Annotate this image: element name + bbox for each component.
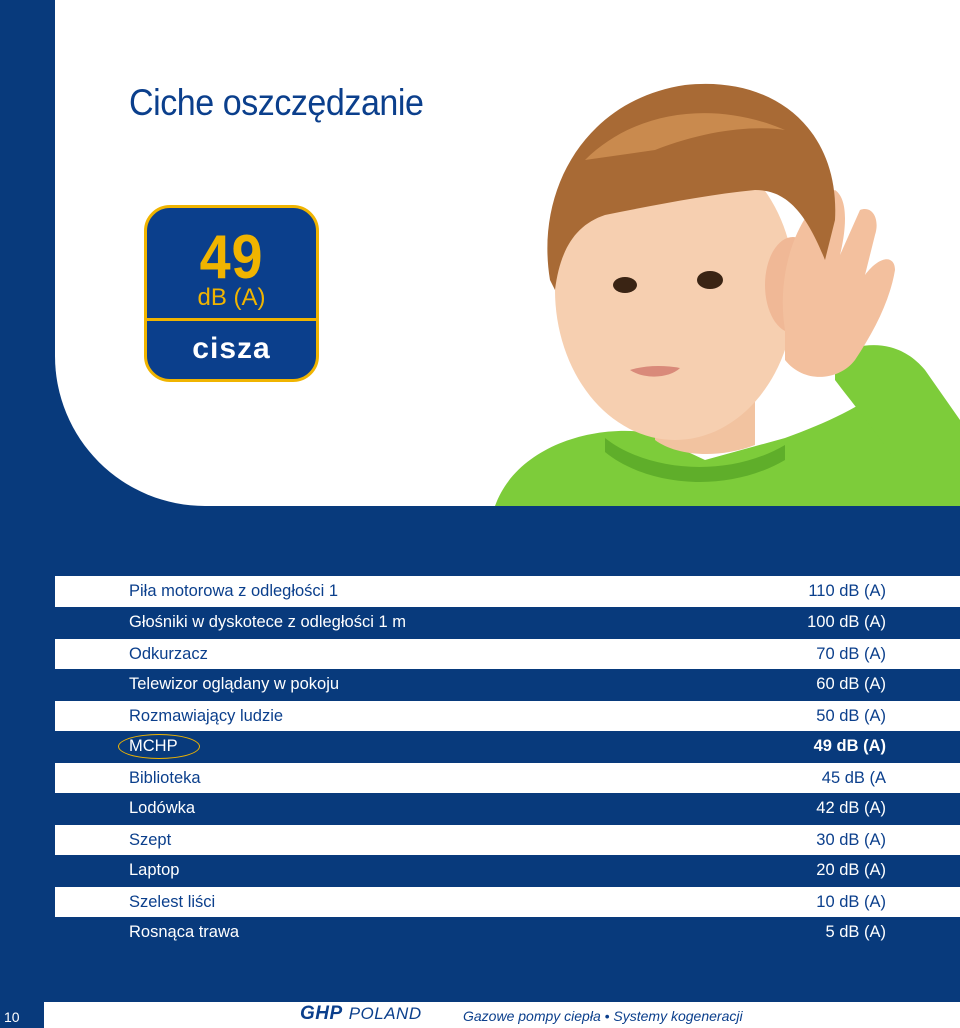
page-title: Ciche oszczędzanie <box>129 82 424 123</box>
row-value: 70 dB (A) <box>816 645 886 663</box>
row-value: 42 dB (A) <box>816 799 886 817</box>
row-label: MCHP <box>129 737 178 755</box>
brand-logo <box>300 1003 422 1025</box>
table-row <box>55 638 960 669</box>
row-label: Szept <box>129 831 172 849</box>
row-label: Rosnąca trawa <box>129 923 240 941</box>
row-value: 60 dB (A) <box>816 675 886 693</box>
row-label: Głośniki w dyskotece z odległości 1 m <box>129 613 406 631</box>
row-label: Laptop <box>129 861 180 879</box>
table-row <box>55 669 960 700</box>
table-row <box>55 886 960 917</box>
table-row <box>55 700 960 731</box>
row-value: 100 dB (A) <box>807 613 886 631</box>
noise-levels-table <box>55 576 960 948</box>
row-label: Biblioteka <box>129 769 201 787</box>
table-row <box>55 824 960 855</box>
eye-right <box>697 271 723 289</box>
row-label: Szelest liści <box>129 893 216 911</box>
table-row-highlight <box>55 731 960 762</box>
badge-unit: dB (A) <box>197 284 266 311</box>
row-label: Rozmawiający ludzie <box>129 707 284 725</box>
badge-word: cisza <box>192 332 271 365</box>
row-value: 50 dB (A) <box>816 707 886 725</box>
row-value: 45 dB (A <box>821 769 886 787</box>
row-label: Lodówka <box>129 799 196 817</box>
row-value: 110 dB (A) <box>808 582 886 600</box>
badge-top <box>147 208 316 321</box>
table-row <box>55 917 960 948</box>
hero-panel <box>55 0 960 506</box>
row-value: 10 dB (A) <box>816 893 886 911</box>
table-row <box>55 762 960 793</box>
footer-tagline: Gazowe pompy ciepła • Systemy kogeneracji <box>463 1008 743 1024</box>
table-row <box>55 793 960 824</box>
row-label: Piła motorowa z odległości 1 <box>129 582 339 600</box>
badge-value: 49 <box>199 223 264 292</box>
brand-name: GHP <box>300 1003 343 1024</box>
row-value: 20 dB (A) <box>816 861 886 879</box>
row-value: 49 dB (A) <box>813 737 886 755</box>
row-value: 5 dB (A) <box>825 923 886 941</box>
row-label: Telewizor oglądany w pokoju <box>129 675 340 693</box>
child-listening-photo <box>455 40 960 506</box>
table-row <box>55 576 960 607</box>
noise-badge <box>144 205 319 382</box>
table-row <box>55 855 960 886</box>
row-label: Odkurzacz <box>129 645 208 663</box>
brand-suffix: POLAND <box>348 1004 422 1023</box>
row-value: 30 dB (A) <box>816 831 886 849</box>
eye-left <box>613 277 637 293</box>
page-number: 10 <box>0 1002 44 1028</box>
table-row <box>55 607 960 638</box>
